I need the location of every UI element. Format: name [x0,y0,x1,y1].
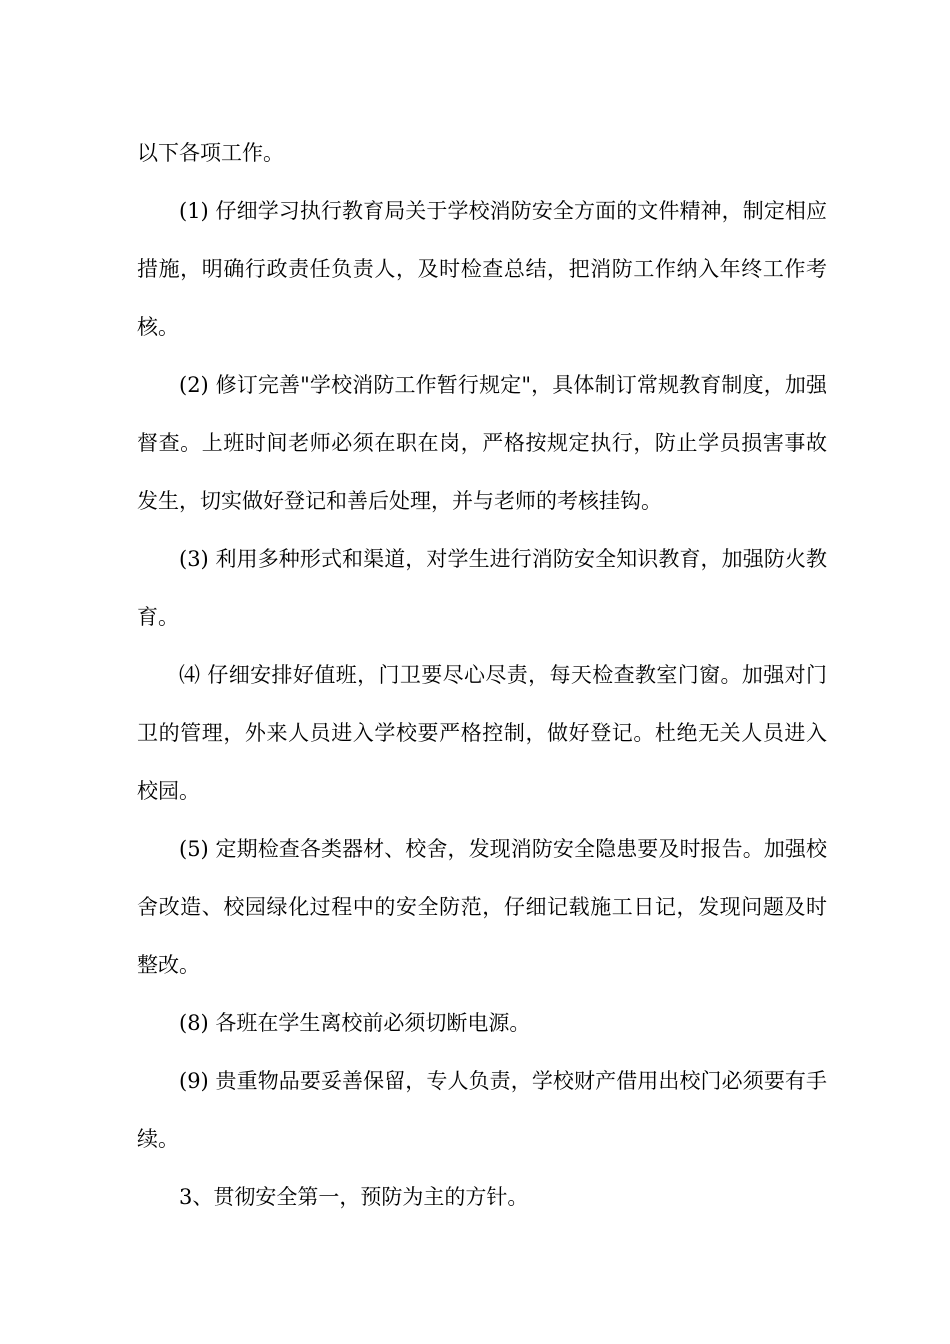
paragraph-section-3: 3、贯彻安全第一，预防为主的方针。 [179,1185,529,1209]
document-body [137,124,827,1226]
paragraph-item-2: (2) 修订完善"学校消防工作暂行规定"，具体制订常规教育制度，加强督查。上班时间老师必须在职在岗，严格按规定执行，防止学员损害事故发生，切实做好登记和善后处理，并与老师的考核挂钩。 [137,373,827,513]
paragraph-intro: 以下各项工作。 [137,141,284,165]
paragraph-item-9: (9) 贵重物品要妥善保留，专人负责，学校财产借用出校门必须要有手续。 [137,1069,827,1151]
paragraph-item-1: (1) 仔细学习执行教育局关于学校消防安全方面的文件精神，制定相应措施，明确行政责任负责人，及时检查总结，把消防工作纳入年终工作考核。 [137,199,827,339]
paragraph-item-4: ⑷ 仔细安排好值班，门卫要尽心尽责，每天检查教室门窗。加强对门卫的管理，外来人员进入学校要严格控制，做好登记。杜绝无关人员进入校园。 [137,663,827,803]
paragraph-item-5: (5) 定期检查各类器材、校舍，发现消防安全隐患要及时报告。加强校舍改造、校园绿化过程中的安全防范，仔细记载施工日记，发现问题及时整改。 [137,837,827,977]
paragraph-item-8: (8) 各班在学生离校前必须切断电源。 [179,1011,531,1035]
paragraph-item-3: (3) 利用多种形式和渠道，对学生进行消防安全知识教育，加强防火教育。 [137,547,827,629]
